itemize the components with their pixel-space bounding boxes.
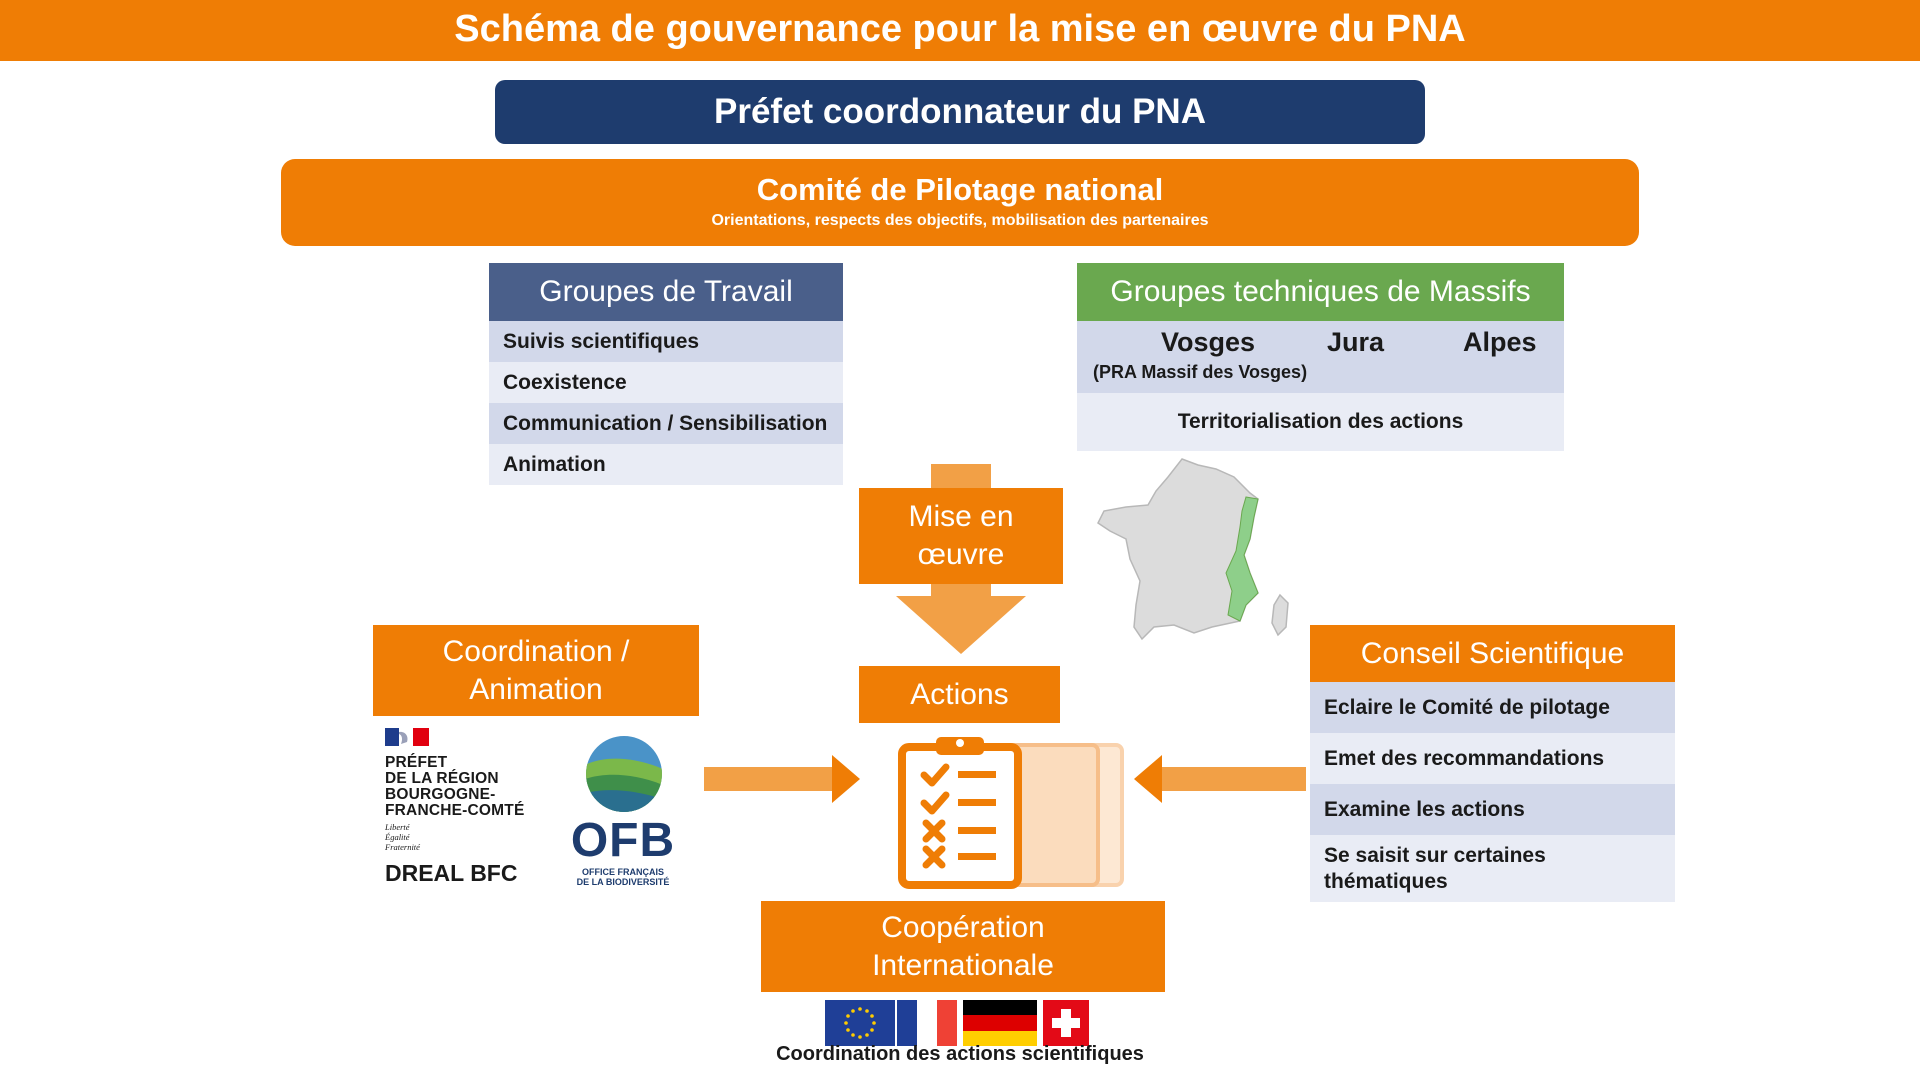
groupes-massifs-title: Groupes techniques de Massifs bbox=[1077, 263, 1564, 321]
copil-subtitle: Orientations, respects des objectifs, mobilisation des partenaires bbox=[711, 212, 1209, 229]
actions-box: Actions bbox=[859, 666, 1060, 723]
france-map-icon bbox=[1090, 455, 1310, 650]
cooperation-box bbox=[761, 901, 1165, 992]
groupes-travail-panel bbox=[489, 263, 843, 485]
conseil-item: Examine les actions bbox=[1310, 784, 1675, 835]
ofb-name-line: DE LA BIODIVERSITÉ bbox=[576, 877, 670, 887]
conseil-item: Se saisit sur certaines thématiques bbox=[1310, 835, 1675, 902]
prefet-logo-line: PRÉFET bbox=[385, 754, 448, 771]
coordination-line: Animation bbox=[469, 673, 603, 706]
groupes-travail-item: Suivis scientifiques bbox=[489, 321, 843, 362]
page-title: Schéma de gouvernance pour la mise en œuvre du PNA bbox=[0, 0, 1920, 61]
prefet-region-logo bbox=[385, 728, 545, 887]
massif-alpes: Alpes bbox=[1463, 327, 1537, 357]
cooperation-line: Coopération bbox=[881, 911, 1045, 944]
copil-title: Comité de Pilotage national bbox=[756, 172, 1164, 207]
clipboard-checklist-icon bbox=[896, 735, 1130, 889]
marianne-icon bbox=[385, 728, 429, 746]
flag-eu-icon bbox=[825, 1000, 895, 1046]
conseil-scientifique-panel bbox=[1310, 625, 1675, 902]
ofb-logo bbox=[563, 735, 683, 885]
arrow-right-icon bbox=[704, 755, 860, 803]
prefet-logo-line: DE LA RÉGION bbox=[385, 770, 499, 787]
massif-jura: Jura bbox=[1327, 327, 1385, 357]
conseil-item: Emet des recommandations bbox=[1310, 733, 1675, 784]
ofb-acronym: OFB bbox=[570, 814, 676, 867]
coordination-box bbox=[373, 625, 699, 716]
groupes-travail-title: Groupes de Travail bbox=[489, 263, 843, 321]
massifs-row bbox=[1077, 321, 1564, 393]
mise-en-oeuvre-arrow bbox=[858, 464, 1064, 654]
prefet-box: Préfet coordonnateur du PNA bbox=[495, 80, 1425, 144]
ofb-name-line: OFFICE FRANÇAIS bbox=[582, 867, 664, 877]
groupes-travail-item: Coexistence bbox=[489, 362, 843, 403]
mise-en-oeuvre-line: œuvre bbox=[917, 538, 1005, 571]
conseil-item: Eclaire le Comité de pilotage bbox=[1310, 682, 1675, 733]
groupes-travail-item: Communication / Sensibilisation bbox=[489, 403, 843, 444]
motto-line: Liberté bbox=[385, 822, 410, 832]
flags-row bbox=[825, 1000, 1089, 1046]
coordination-line: Coordination / bbox=[442, 635, 630, 668]
mise-en-oeuvre-line: Mise en bbox=[908, 500, 1014, 533]
vosges-note: (PRA Massif des Vosges) bbox=[1093, 362, 1308, 382]
flag-germany-icon bbox=[963, 1000, 1037, 1046]
motto-line: Égalité bbox=[385, 832, 410, 842]
prefet-logo-line: FRANCHE-COMTÉ bbox=[385, 802, 525, 819]
conseil-title: Conseil Scientifique bbox=[1310, 625, 1675, 682]
groupes-travail-item: Animation bbox=[489, 444, 843, 485]
groupes-massifs-panel bbox=[1077, 263, 1564, 451]
motto-line: Fraternité bbox=[385, 842, 420, 852]
ofb-globe-icon bbox=[585, 735, 663, 813]
massif-vosges: Vosges bbox=[1161, 327, 1256, 357]
prefet-logo-line: BOURGOGNE- bbox=[385, 786, 496, 803]
flag-france-icon bbox=[897, 1000, 957, 1046]
territorialisation-row: Territorialisation des actions bbox=[1077, 393, 1564, 451]
copil-box bbox=[281, 159, 1639, 246]
dreal-label: DREAL BFC bbox=[385, 860, 518, 886]
flag-switzerland-icon bbox=[1043, 1000, 1089, 1046]
cooperation-line: Internationale bbox=[872, 949, 1054, 982]
arrow-left-icon bbox=[1134, 755, 1306, 803]
cooperation-subtitle: Coordination des actions scientifiques bbox=[776, 1043, 1144, 1065]
